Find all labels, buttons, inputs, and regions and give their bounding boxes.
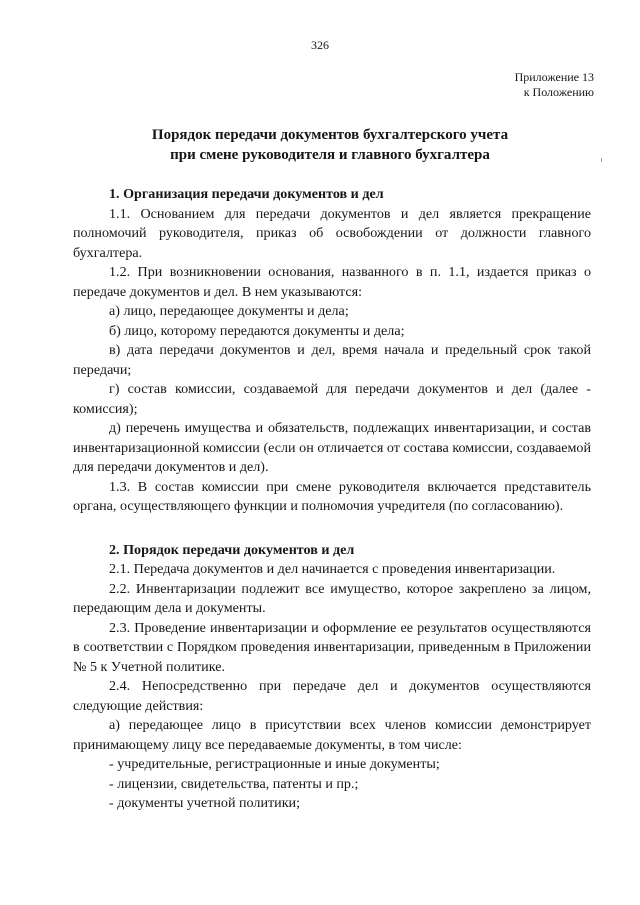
section-2-heading: 2. Порядок передачи документов и дел	[109, 541, 355, 558]
list-item-v: в) дата передачи документов и дел, время начала и предельный срок такой передачи;	[73, 342, 591, 378]
paragraph-2-3: 2.3. Проведение инвентаризации и оформление ее результатов осуществляются в соответствии с Порядком проведения инвентаризации, приведенным в Приложении № 5 к Учетной политике.	[73, 619, 591, 675]
paragraph-1-3: 1.3. В состав комиссии при смене руководителя включается представитель органа, осуществляющего функции и полномочия учредителя (по согласованию).	[73, 478, 591, 514]
list-item-2-a: а) передающее лицо в присутствии всех членов комиссии демонстрирует принимающему лицу все передаваемые документы, в том числе:	[73, 717, 591, 753]
appendix-reference	[515, 70, 594, 100]
appendix-line-1: Приложение 13	[514, 70, 594, 84]
title-line-2: при смене руководителя и главного бухгалтера	[170, 147, 490, 163]
paragraph-1-1: 1.1. Основанием для передачи документов и дел является прекращение полномочий руководителя, приказ об освобождении от должности главного бухгалтера.	[73, 205, 591, 261]
section-gap	[73, 517, 591, 541]
title-line-1: Порядок передачи документов бухгалтерского учета	[151, 127, 509, 143]
list-item-a: а) лицо, передающее документы и дела;	[109, 303, 349, 319]
appendix-line-2: к Положению	[523, 85, 594, 99]
bullet-item-1: - учредительные, регистрационные и иные документы;	[109, 756, 440, 772]
paragraph-2-2: 2.2. Инвентаризации подлежит все имущество, которое закреплено за лицом, передающим дела и документы.	[73, 580, 591, 616]
paragraph-1-2: 1.2. При возникновении основания, названного в п. 1.1, издается приказ о передаче документов и дел. В нем указываются:	[73, 264, 591, 300]
paragraph-2-1: 2.1. Передача документов и дел начинается с проведения инвентаризации.	[109, 561, 556, 577]
list-item-b: б) лицо, которому передаются документы и дела;	[109, 322, 405, 339]
section-1-heading: 1. Организация передачи документов и дел	[109, 186, 384, 202]
paragraph-2-4: 2.4. Непосредственно при передаче дел и документов осуществляются следующие действия:	[73, 678, 591, 714]
scan-mark	[601, 158, 602, 162]
document-title	[60, 125, 600, 165]
document-body	[73, 185, 591, 814]
bullet-item-2: - лицензии, свидетельства, патенты и пр.;	[109, 775, 359, 792]
list-item-g: г) состав комиссии, создаваемой для передачи документов и дел (далее - комиссия);	[73, 381, 591, 417]
list-item-d: д) перечень имущества и обязательств, подлежащих инвентаризации, и состав инвентаризационной комиссии (если он отличается от состава комиссии, создаваемой для передачи документов и дел).	[73, 420, 591, 475]
bullet-item-3: - документы учетной политики;	[109, 795, 301, 811]
page-number: 326	[311, 38, 329, 52]
